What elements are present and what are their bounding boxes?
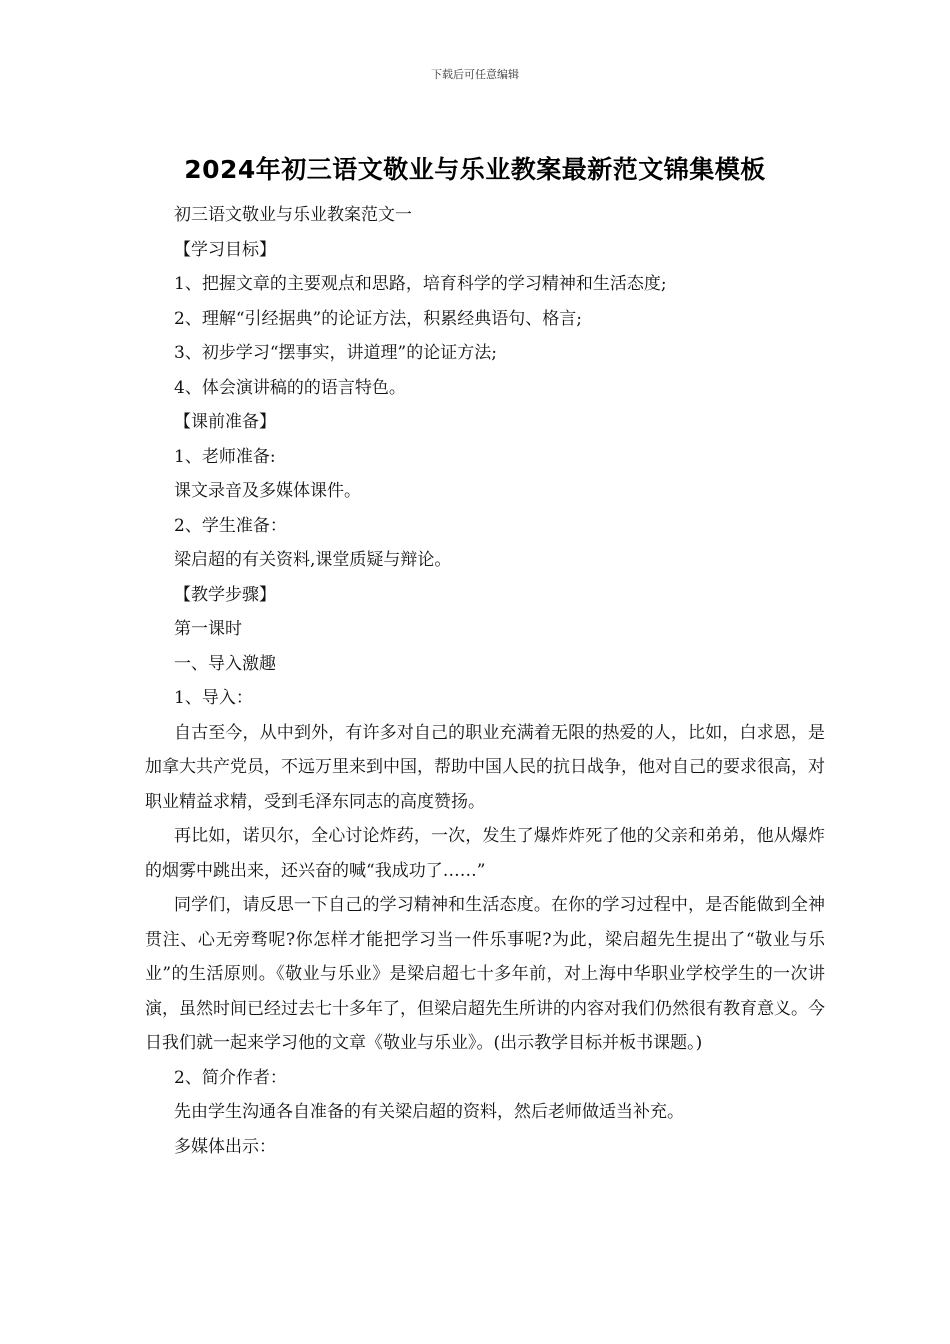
paragraph: 课文录音及多媒体课件。	[174, 481, 361, 501]
subsection-heading: 【学习目标】	[174, 239, 276, 260]
list-item: 3、初步学习“摆事实，讲道理”的论证方法;	[174, 343, 497, 363]
list-item: 1、导入：	[174, 688, 253, 708]
paragraph: 同学们，请反思一下自己的学习精神和生活态度。在你的学习过程中，是否能做到全神贯注、心无旁骛呢?你怎样才能把学习当一件乐事呢?为此，梁启超先生提出了“敬业与乐业”的生活原则。《敬业与乐业》是梁启超七十多年前，对上海中华职业学校学生的一次讲演，虽然时间已经过去七十多年了，但梁启超先生所讲的内容对我们仍然很有教育意义。今日我们就一起来学习他的文章《敬业与乐业》。(出示教学目标并板书课题。)	[145, 895, 825, 1053]
list-item: 1、老师准备:	[174, 446, 276, 467]
section-heading: 初三语文敬业与乐业教案范文一	[174, 205, 412, 225]
document-title: 2024年初三语文敬业与乐业教案最新范文锦集模板	[184, 155, 766, 184]
paragraph: 再比如，诺贝尔，全心讨论炸药，一次，发生了爆炸炸死了他的父亲和弟弟，他从爆炸的烟雾中跳出来，还兴奋的喊“我成功了……”	[145, 826, 825, 881]
paragraph: 多媒体出示：	[174, 1136, 276, 1157]
list-item: 1、把握文章的主要观点和思路，培育科学的学习精神和生活态度;	[174, 274, 667, 294]
list-item: 4、体会演讲稿的的语言特色。	[174, 377, 406, 398]
paragraph: 先由学生沟通各自准备的有关梁启超的资料，然后老师做适当补充。	[174, 1102, 684, 1122]
list-item: 2、简介作者：	[174, 1067, 287, 1088]
subsection-heading: 【教学步骤】	[174, 584, 276, 605]
paragraph: 一、导入激趣	[174, 653, 276, 674]
list-item: 2、学生准备：	[174, 515, 287, 536]
header-note: 下载后可任意编辑	[431, 68, 519, 81]
paragraph: 自古至今，从中到外，有许多对自己的职业充满着无限的热爱的人，比如，白求恩，是加拿大共产党员，不远万里来到中国，帮助中国人民的抗日战争，他对自己的要求很高，对职业精益求精，受到毛泽东同志的高度赞扬。	[145, 722, 825, 812]
paragraph: 第一课时	[174, 619, 242, 639]
document-body	[145, 198, 825, 1164]
list-item: 2、理解“引经据典”的论证方法，积累经典语句、格言;	[174, 308, 582, 329]
paragraph: 梁启超的有关资料,课堂质疑与辩论。	[174, 550, 452, 570]
subsection-heading: 【课前准备】	[174, 412, 276, 432]
